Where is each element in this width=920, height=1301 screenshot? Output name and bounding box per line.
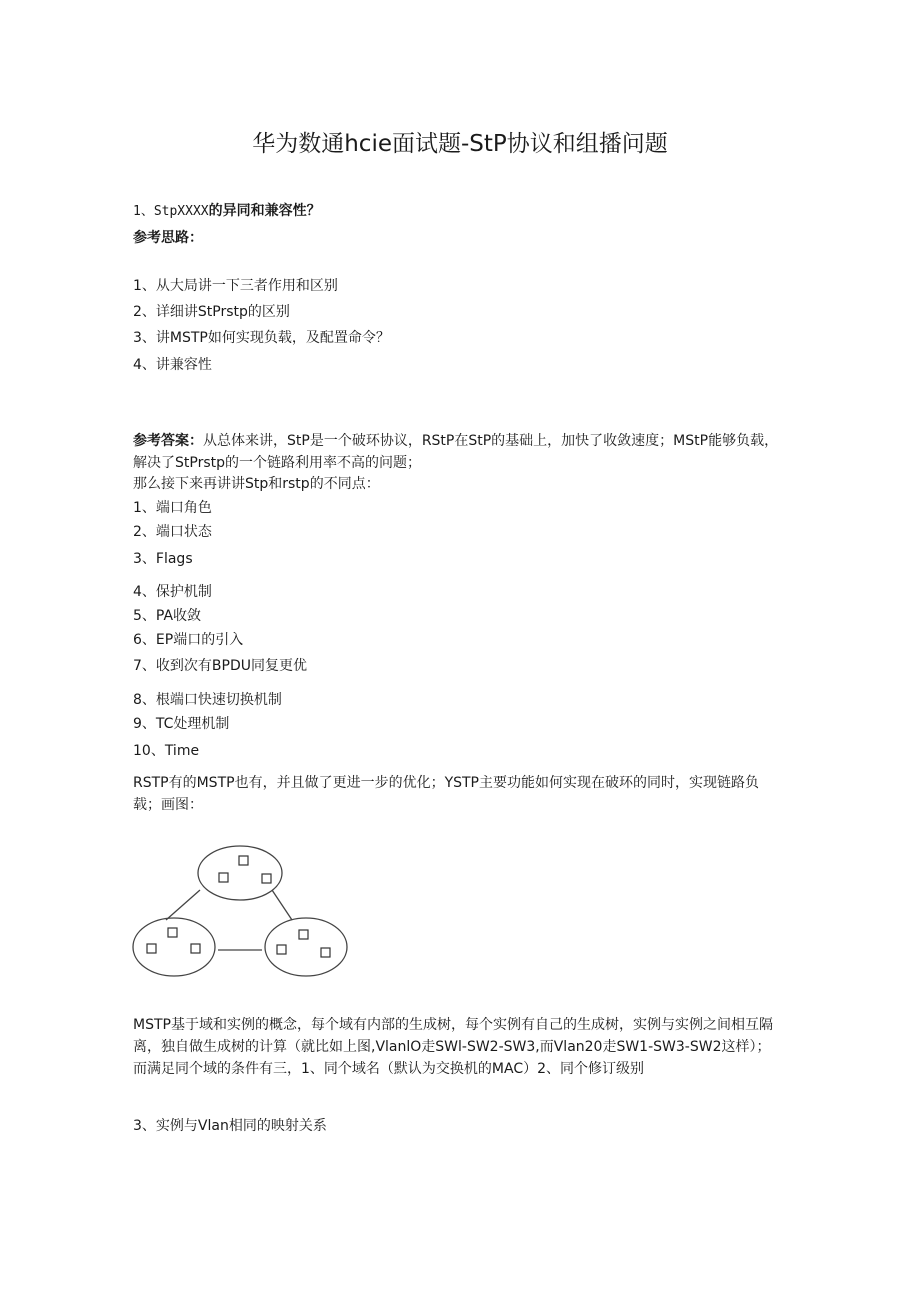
switch-square	[219, 873, 228, 882]
diff-item: 3、Flags	[133, 551, 193, 567]
mapping-line: 3、实例与Vlan相同的映射关系	[133, 1118, 327, 1134]
switch-square	[239, 856, 248, 865]
diff-item: 7、收到次有BPDU同复更优	[133, 658, 307, 674]
thinking-item: 3、讲MSTP如何实现负载，及配置命令？	[133, 330, 390, 346]
diff-item: 9、TC处理机制	[133, 716, 230, 732]
thinking-item: 2、详细讲StPrstp的区别	[133, 304, 290, 320]
link-line	[166, 890, 200, 920]
thinking-label: 参考思路：	[133, 230, 203, 246]
diff-item: 10、Time	[133, 743, 200, 759]
answer-paragraph	[133, 430, 783, 474]
switch-square	[168, 928, 177, 937]
question-heading	[133, 201, 321, 222]
answer-label: 参考答案：	[133, 433, 203, 449]
question-text: 的异同和兼容性？	[208, 203, 321, 219]
link-line	[272, 890, 292, 920]
switch-square	[321, 948, 330, 957]
answer-text: 从总体来讲，StP是一个破环协议，RStP在StP的基础上，加快了收敛速度；MStP能够负载，解决了StPrstp的一个链路利用率不高的问题；	[133, 433, 779, 471]
switch-square	[147, 944, 156, 953]
mstp-paragraph: MSTP基于域和实例的概念，每个域有内部的生成树，每个实例有自己的生成树，实例与实例之间相互隔离，独自做生成树的计算（就比如上图,VlanlO走SWl-SW2-SW3,而Vlan20走SW1-SW3-SW2这样）；而满足同个域的条件有三，1、同个域名（默认为交换机的MAC）2、同个修订级别	[133, 1017, 773, 1077]
switch-domain-left	[133, 918, 215, 976]
switch-square	[191, 944, 200, 953]
thinking-item: 4、讲兼容性	[133, 357, 212, 373]
page-title: 华为数通hcie面试题-StP协议和组播问题	[252, 131, 668, 157]
diff-item: 1、端口角色	[133, 500, 212, 516]
switch-square	[299, 930, 308, 939]
answer-intro: 那么接下来再讲讲Stp和rstp的不同点：	[133, 476, 380, 492]
switch-square	[277, 945, 286, 954]
switch-square	[262, 874, 271, 883]
mstp-domain-diagram	[130, 842, 352, 977]
question-prefix: 1、StpXXXX	[133, 204, 209, 219]
diff-item: 2、端口状态	[133, 524, 212, 540]
switch-domain-top	[198, 846, 282, 900]
diff-item: 6、EP端口的引入	[133, 632, 244, 648]
diff-item: 5、PA收敛	[133, 608, 202, 624]
diff-item: 8、根端口快速切换机制	[133, 692, 282, 708]
diff-item: 4、保护机制	[133, 584, 212, 600]
thinking-item: 1、从大局讲一下三者作用和区别	[133, 278, 338, 294]
rstp-paragraph: RSTP有的MSTP也有，并且做了更进一步的优化；YSTP主要功能如何实现在破环的同时，实现链路负载；画图：	[133, 775, 759, 813]
